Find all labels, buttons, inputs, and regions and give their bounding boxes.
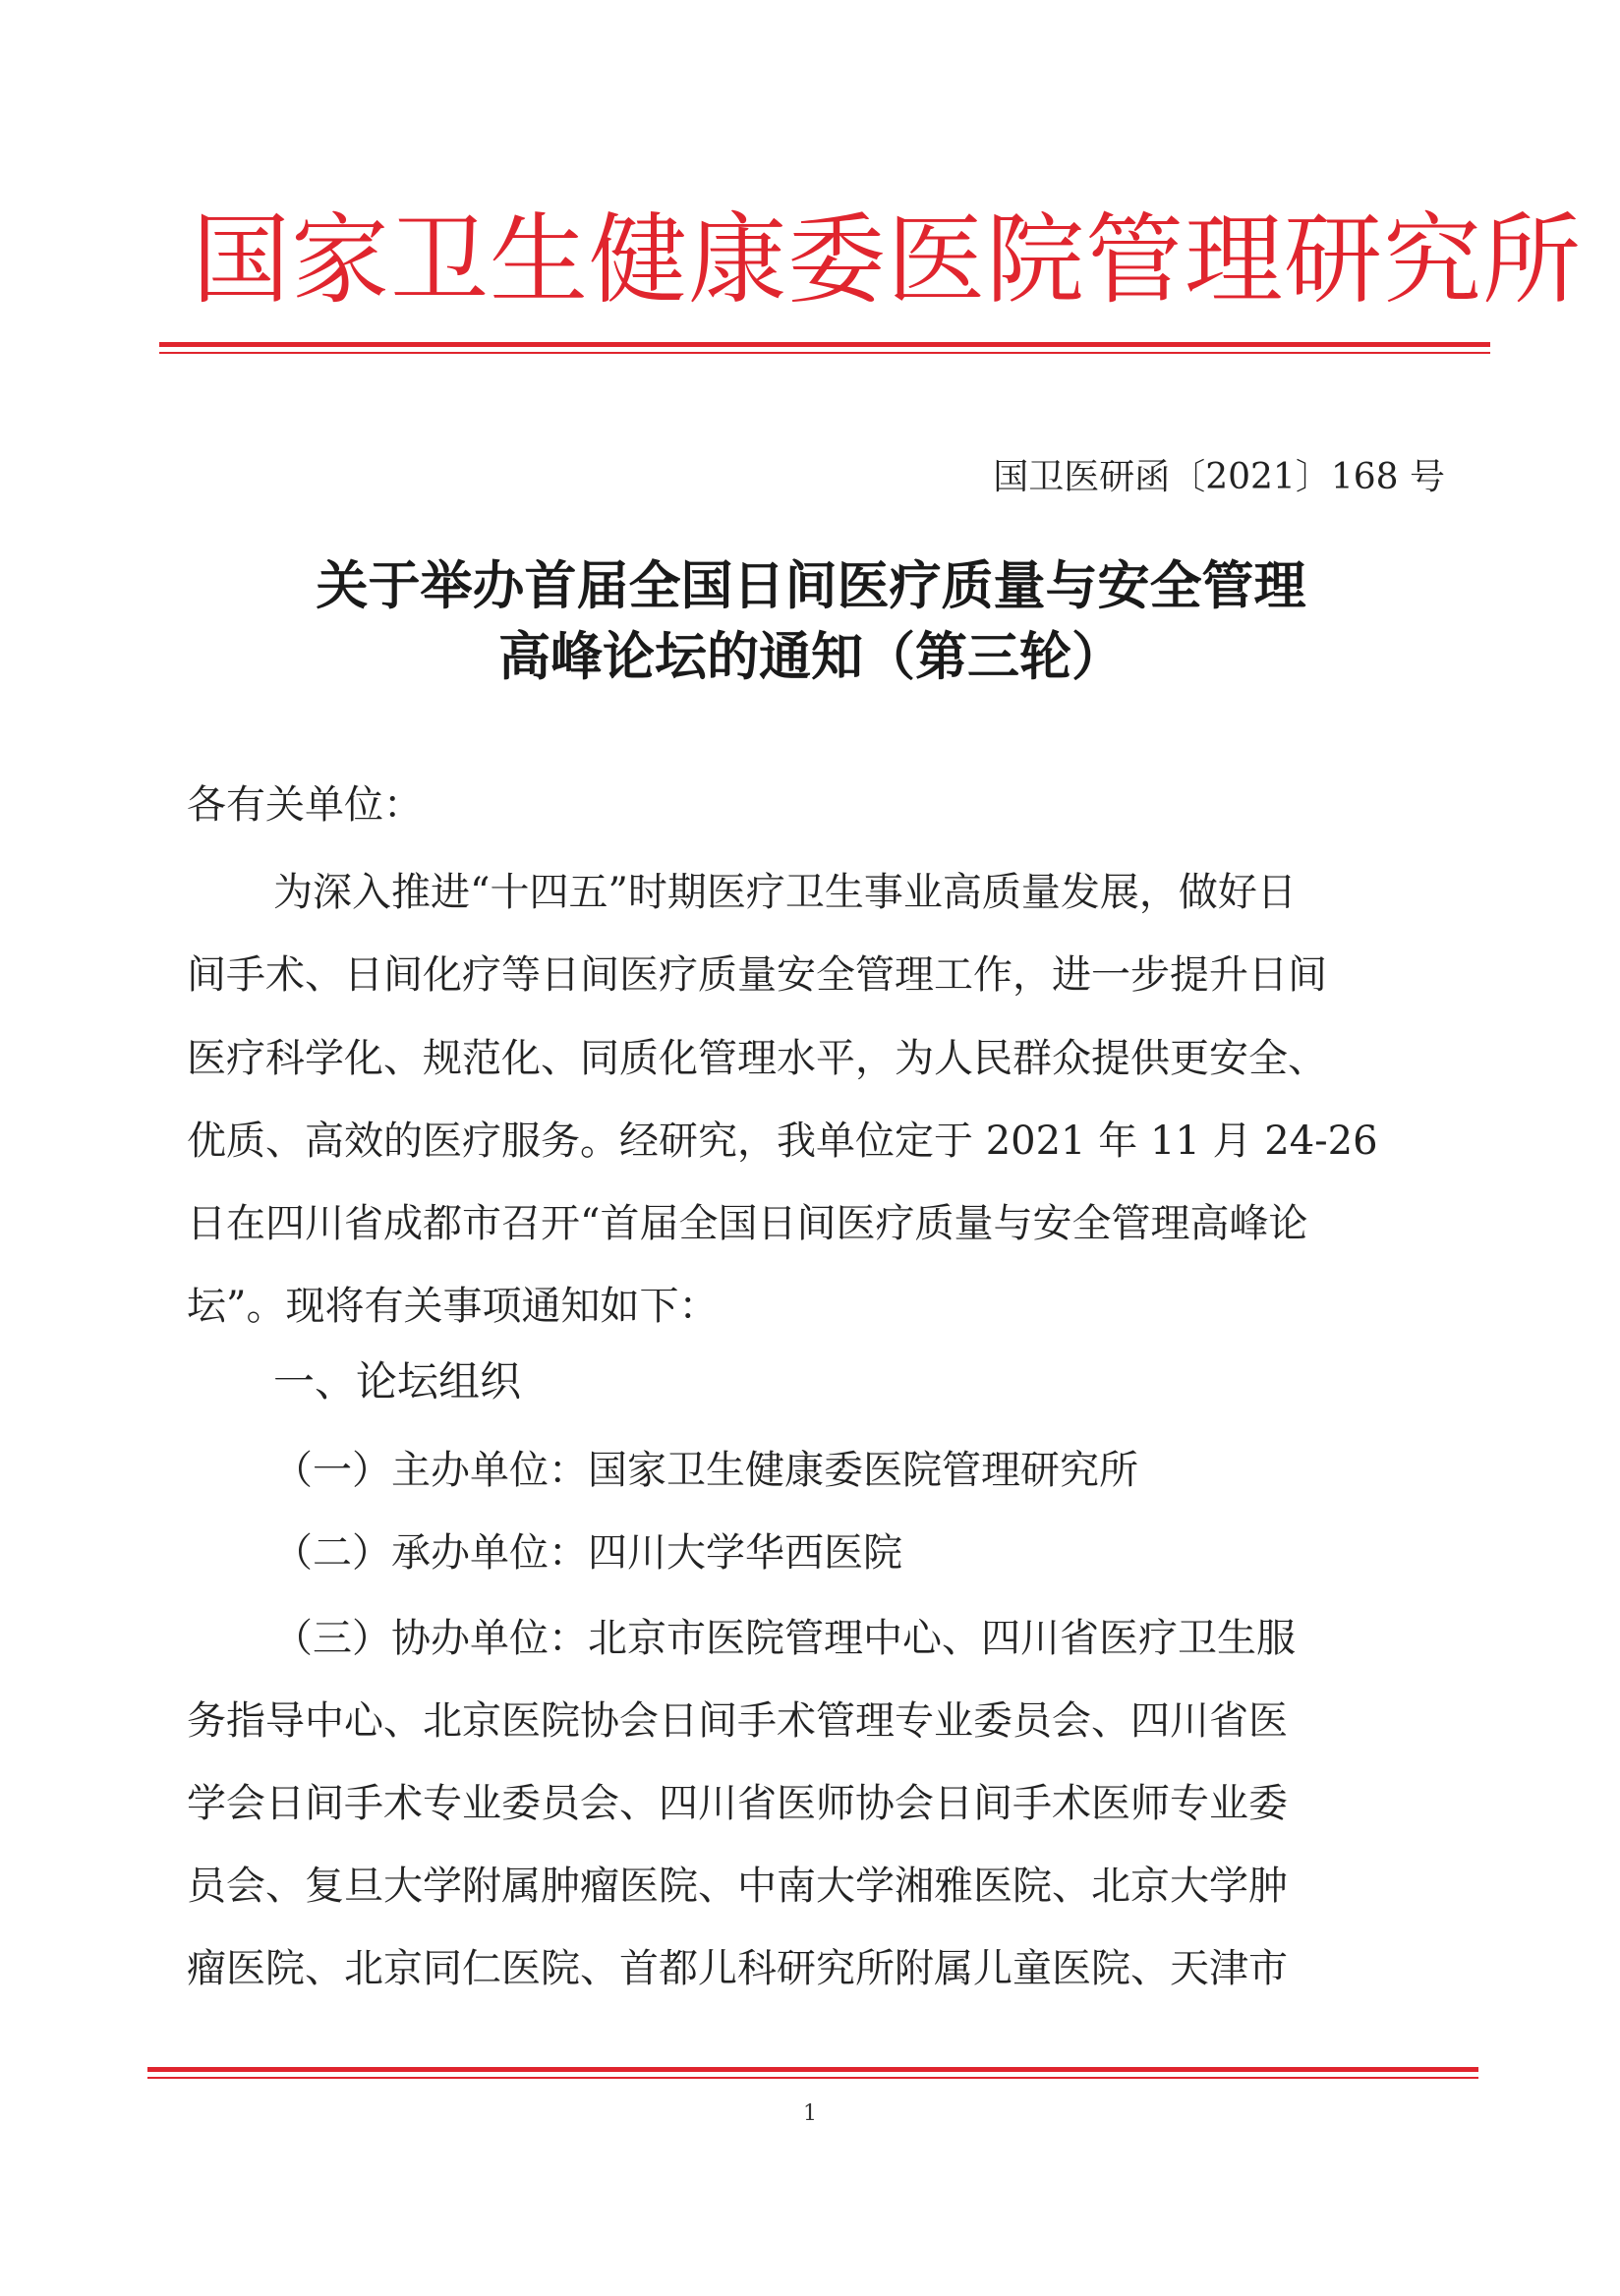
organizer-line: （二）承办单位：四川大学华西医院 — [273, 1530, 902, 1576]
header-rule-thin — [159, 352, 1490, 354]
co-organizer-line: （三）协办单位：北京市医院管理中心、四川省医疗卫生服 — [273, 1616, 1296, 1661]
co-organizer-line: 员会、复旦大学附属肿瘤医院、中南大学湘雅医院、北京大学肿 — [187, 1864, 1288, 1909]
footer-rule-thin — [147, 2077, 1478, 2079]
sponsor-line: （一）主办单位：国家卫生健康委医院管理研究所 — [273, 1448, 1138, 1493]
masthead-organization: 国家卫生健康委医院管理研究所 — [192, 202, 1582, 317]
intro-line: 为深入推进“十四五”时期医疗卫生事业高质量发展，做好日 — [273, 870, 1297, 915]
co-organizer-line: 学会日间手术专业委员会、四川省医师协会日间手术医师专业委 — [187, 1781, 1288, 1826]
intro-line: 间手术、日间化疗等日间医疗质量安全管理工作，进一步提升日间 — [187, 952, 1327, 998]
section-1-heading: 一、论坛组织 — [273, 1357, 522, 1406]
document-number: 国卫医研函〔2021〕168 号 — [993, 457, 1445, 497]
intro-line: 坛”。现将有关事项通知如下： — [187, 1284, 719, 1329]
title-line-2: 高峰论坛的通知（第三轮） — [498, 626, 1124, 687]
co-organizer-line: 瘤医院、北京同仁医院、首都儿科研究所附属儿童医院、天津市 — [187, 1946, 1288, 1991]
co-organizer-line: 务指导中心、北京医院协会日间手术管理专业委员会、四川省医 — [187, 1698, 1288, 1744]
intro-line: 优质、高效的医疗服务。经研究，我单位定于 2021 年 11 月 24-26 — [187, 1119, 1378, 1164]
footer-rule-thick — [147, 2067, 1478, 2072]
header-rule-thick — [159, 342, 1490, 347]
page-number: 1 — [803, 2101, 817, 2126]
salutation: 各有关单位： — [187, 782, 423, 828]
intro-line: 日在四川省成都市召开“首届全国日间医疗质量与安全管理高峰论 — [187, 1201, 1308, 1246]
title-line-1: 关于举办首届全国日间医疗质量与安全管理 — [316, 555, 1306, 616]
intro-line: 医疗科学化、规范化、同质化管理水平，为人民群众提供更安全、 — [187, 1036, 1327, 1081]
